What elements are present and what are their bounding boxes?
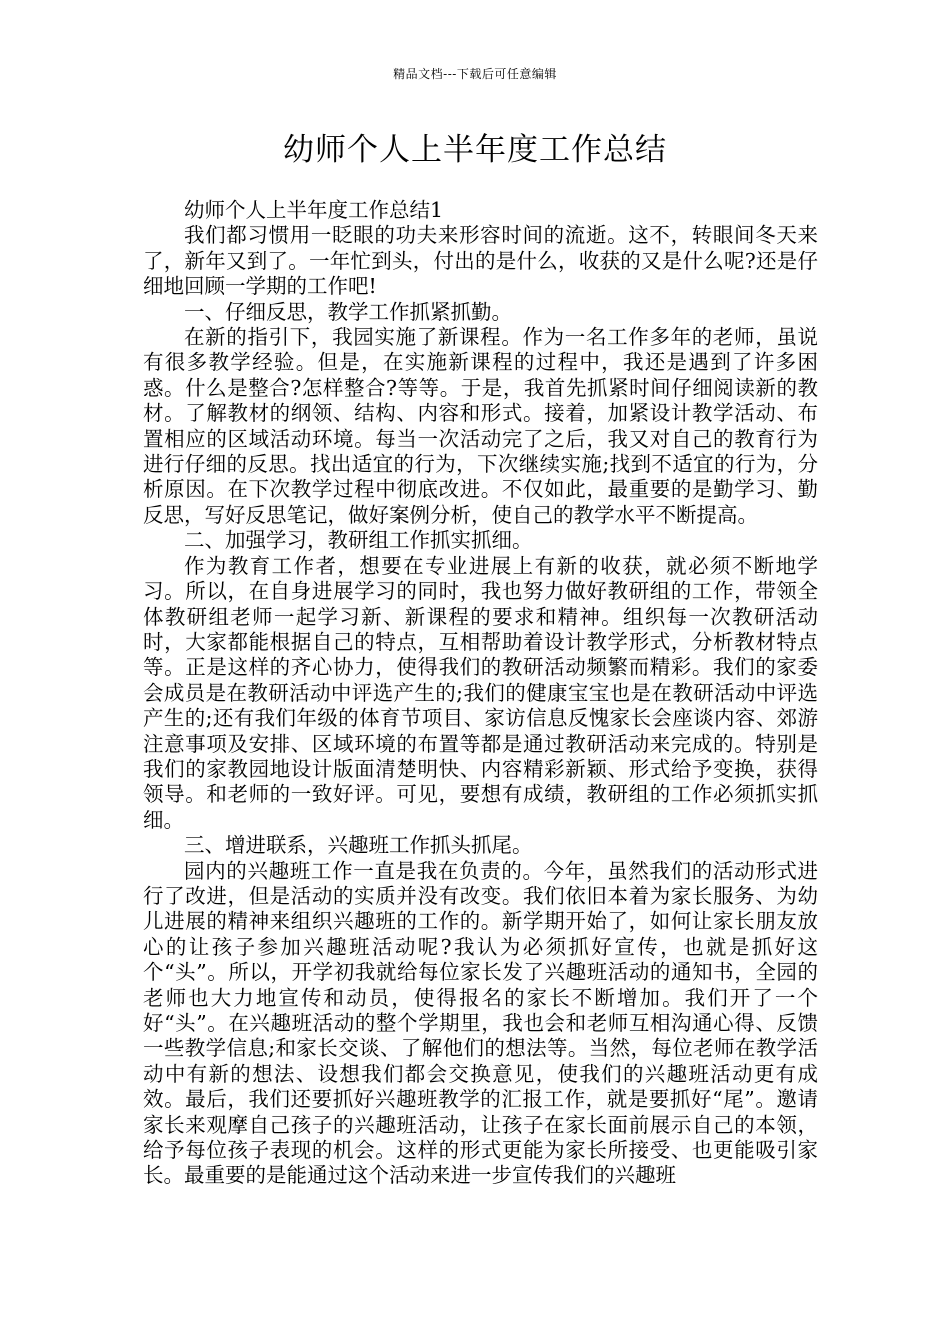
section-body-1: 在新的指引下，我园实施了新课程。作为一名工作多年的老师，虽说有很多教学经验。但是，在实施新课程的过程中，我还是遇到了许多困惑。什么是整合?怎样整合?等等。于是，我首先抓紧时间仔细阅读新的教材。了解教材的纲领、结构、内容和形式。接着，加紧设计教学活动、布置相应的区域活动环境。每当一次活动完了之后，我又对自己的教育行为进行仔细的反思。找出适宜的行为，下次继续实施;找到不适宜的行为，分析原因。在下次教学过程中彻底改进。不仅如此，最重要的是勤学习、勤反思，写好反思笔记，做好案例分析，使自己的教学水平不断提高。 <box>143 325 818 527</box>
header-note: 精品文档---下载后可任意编辑 <box>393 67 557 81</box>
section-heading-3: 三、增进联系，兴趣班工作抓头抓尾。 <box>184 833 533 858</box>
document-body <box>143 198 818 1189</box>
intro-paragraph: 我们都习惯用一眨眼的功夫来形容时间的流逝。这不，转眼间冬天来了，新年又到了。一年忙到头，付出的是什么，收获的又是什么呢?还是仔细地回顾一学期的工作吧! <box>143 223 818 299</box>
section-heading-2: 二、加强学习，教研组工作抓实抓细。 <box>184 528 533 553</box>
section-heading-1: 一、仔细反思，教学工作抓紧抓勤。 <box>184 299 512 324</box>
section-body-2: 作为教育工作者，想要在专业进展上有新的收获，就必须不断地学习。所以，在自身进展学习的同时，我也努力做好教研组的工作，带领全体教研组老师一起学习新、新课程的要求和精神。组织每一次教研活动时，大家都能根据自己的特点，互相帮助着设计教学形式，分析教材特点等。正是这样的齐心协力，使得我们的教研活动频繁而精彩。我们的家委会成员是在教研活动中评选产生的;我们的健康宝宝也是在教研活动中评选产生的;还有我们年级的体育节项目、家访信息反愧家长会座谈内容、郊游注意事项及安排、区域环境的布置等都是通过教研活动来完成的。特别是我们的家教园地设计版面清楚明快、内容精彩新颖、形式给予变换，获得领导。和老师的一致好评。可见，要想有成绩，教研组的工作必须抓实抓细。 <box>143 553 818 832</box>
subtitle-paragraph: 幼师个人上半年度工作总结1 <box>184 198 444 222</box>
document-title: 幼师个人上半年度工作总结 <box>283 132 667 168</box>
section-body-3: 园内的兴趣班工作一直是我在负责的。今年，虽然我们的活动形式进行了改进，但是活动的实质并没有改变。我们依旧本着为家长服务、为幼儿进展的精神来组织兴趣班的工作的。新学期开始了，如何让家长朋友放心的让孩子参加兴趣班活动呢?我认为必须抓好宣传，也就是抓好这个“头”。所以，开学初我就给每位家长发了兴趣班活动的通知书，全园的老师也大力地宣传和动员，使得报名的家长不断增加。我们开了一个好“头”。在兴趣班活动的整个学期里，我也会和老师互相沟通心得、反馈一些教学信息;和家长交谈、了解他们的想法等。当然，每位老师在教学活动中有新的想法、设想我们都会交换意见，使我们的兴趣班活动更有成效。最后，我们还要抓好兴趣班教学的汇报工作，就是要抓好“尾”。邀请家长来观摩自己孩子的兴趣班活动，让孩子在家长面前展示自己的本领，给予每位孩子表现的机会。这样的形式更能为家长所接受、也更能吸引家长。最重要的是能通过这个活动来进一步宣传我们的兴趣班 <box>143 858 818 1188</box>
